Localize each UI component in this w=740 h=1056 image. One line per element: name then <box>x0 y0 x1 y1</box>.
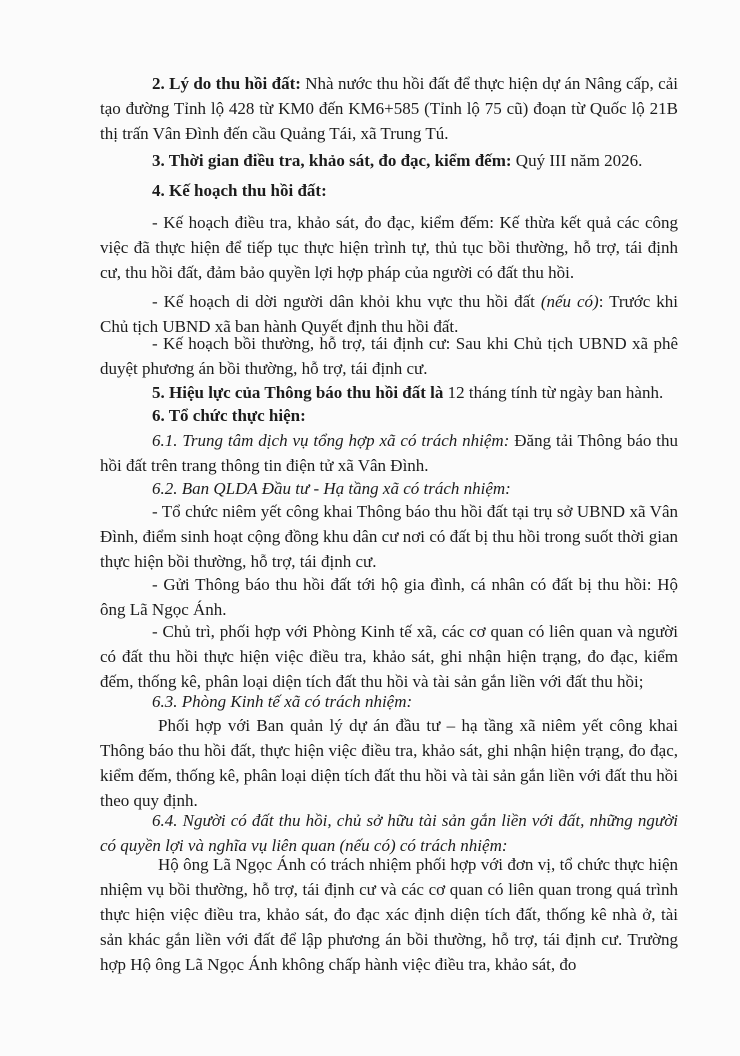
section-6-2-heading <box>100 476 678 501</box>
section-6-1 <box>100 428 678 478</box>
section-4-item-2-tail: : Trước khi Chủ tịch UBND xã ban hành Quyết định thu hồi đất. <box>100 292 678 336</box>
section-6-4-text: Hộ ông Lã Ngọc Ánh có trách nhiệm phối hợp với đơn vị, tổ chức thực hiện nhiệm vụ bồi thường, hỗ trợ, tái định cư và các cơ quan có liên quan trong quá trình thực hiện việc điều tra, khảo sát, đo đạc xác định diện tích đất, thống kê nhà ở, tài sản khác gắn liền với đất để lập phương án bồi thường, hỗ trợ, tái định cư. Trường hợp Hộ ông Lã Ngọc Ánh không chấp hành việc điều tra, khảo sát, đo <box>100 855 678 974</box>
section-2-text: Nhà nước thu hồi đất để thực hiện dự án Nâng cấp, cải tạo đường Tỉnh lộ 428 từ KM0 đến KM6+585 (Tỉnh lộ 75 cũ) đoạn từ Quốc lộ 21B thị trấn Vân Đình đến cầu Quảng Tái, xã Trung Tú. <box>100 74 678 143</box>
section-3-time <box>100 148 678 173</box>
section-5-text: 12 tháng tính từ ngày ban hành. <box>443 383 664 402</box>
section-6-2-item-3: - Chủ trì, phối hợp với Phòng Kinh tế xã, các cơ quan có liên quan và người có đất thu hồi thực hiện việc điều tra, khảo sát, ghi nhận hiện trạng, đo đạc, kiểm đếm, thống kê, phân loại diện tích đất thu hồi và tài sản gắn liền với đất thu hồi; <box>100 622 678 691</box>
section-6-2-heading-text: 6.2. Ban QLDA Đầu tư - Hạ tầng xã có trách nhiệm: <box>152 479 511 498</box>
section-2-heading: 2. Lý do thu hồi đất: <box>152 74 301 93</box>
section-6-2-item-1: - Tổ chức niêm yết công khai Thông báo thu hồi đất tại trụ sở UBND xã Vân Đình, điểm sinh hoạt cộng đồng khu dân cư nơi có đất bị thu hồi trong suốt thời gian thực hiện bồi thường, hỗ trợ, tái định cư. <box>100 502 678 571</box>
section-6-heading-text: 6. Tổ chức thực hiện: <box>152 406 306 425</box>
section-6-1-text: Đăng tải Thông báo thu hồi đất trên trang thông tin điện tử xã Vân Đình. <box>100 431 678 475</box>
section-4-heading-text: 4. Kế hoạch thu hồi đất: <box>152 181 327 200</box>
section-6-2-item-2: - Gửi Thông báo thu hồi đất tới hộ gia đình, cá nhân có đất bị thu hồi: Hộ ông Lã Ngọc Ánh. <box>100 575 678 619</box>
section-5-validity <box>100 380 678 405</box>
section-4-item-2-text: - Kế hoạch di dời người dân khỏi khu vực thu hồi đất <box>152 292 541 311</box>
section-4-item-2-note: (nếu có) <box>540 292 599 311</box>
section-3-heading: 3. Thời gian điều tra, khảo sát, đo đạc, kiểm đếm: <box>152 151 512 170</box>
section-6-3-heading-text: 6.3. Phòng Kinh tế xã có trách nhiệm: <box>152 692 413 711</box>
section-6-heading <box>100 403 678 428</box>
section-4-item-1: - Kế hoạch điều tra, khảo sát, đo đạc, kiểm đếm: Kế thừa kết quả các công việc đã thực hiện để tiếp tục thực hiện trình tự, thủ tục bồi thường, hỗ trợ, tái định cư, thu hồi đất, đảm bảo quyền lợi hợp pháp của người có đất thu hồi. <box>100 213 678 282</box>
section-6-4-heading-text: 6.4. Người có đất thu hồi, chủ sở hữu tài sản gắn liền với đất, những người có quyền lợi và nghĩa vụ liên quan (nếu có) có trách nhiệm: <box>100 811 678 855</box>
section-6-1-heading: 6.1. Trung tâm dịch vụ tổng hợp xã có trách nhiệm: <box>152 431 510 450</box>
section-2-reason <box>100 71 678 146</box>
section-3-text: Quý III năm 2026. <box>511 151 643 170</box>
section-4-heading <box>100 178 678 203</box>
section-6-4-heading <box>100 808 678 858</box>
section-5-heading: 5. Hiệu lực của Thông báo thu hồi đất là <box>152 383 444 402</box>
section-6-3-heading <box>100 689 678 714</box>
section-4-item-3: - Kế hoạch bồi thường, hỗ trợ, tái định cư: Sau khi Chủ tịch UBND xã phê duyệt phương án bồi thường, hỗ trợ, tái định cư. <box>100 334 678 378</box>
section-6-3-text: Phối hợp với Ban quản lý dự án đầu tư – hạ tầng xã niêm yết công khai Thông báo thu hồi đất, thực hiện việc điều tra, khảo sát, ghi nhận hiện trạng, đo đạc, kiểm đếm, thống kê, phân loại diện tích đất thu hồi và tài sản gắn liền với đất thu hồi theo quy định. <box>100 716 678 810</box>
